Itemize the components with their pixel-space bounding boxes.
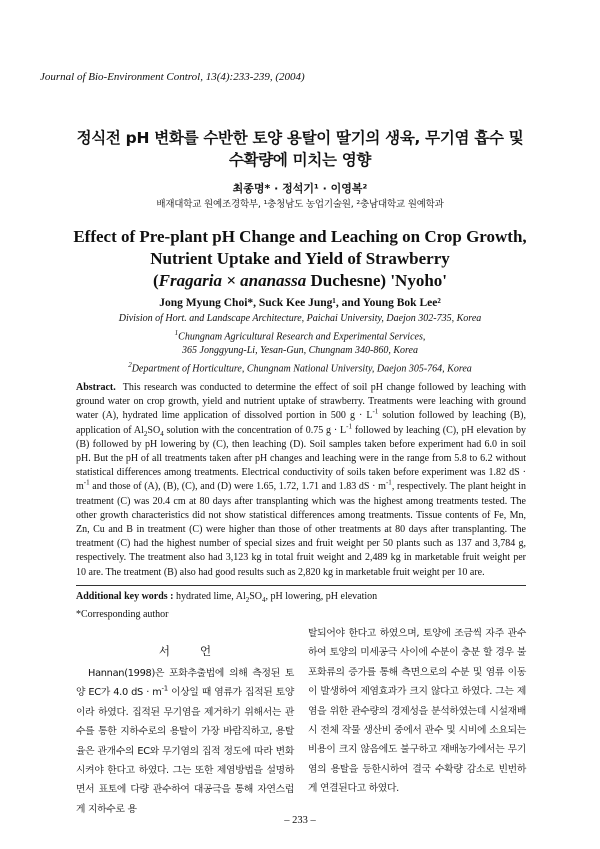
- introduction-paragraph-continued: 탈되어야 한다고 하였으며, 토양에 조금씩 자주 관수하여 토양의 미세공극 사이에 수분이 충분 할 경우 불포화류의 증가를 통해 측면으로의 수분 및 염류 이동이 발생하여 제염효과가 크지 않다고 하였다. 그는 제염을 위한 관수량의 경제성을 분석하였는데 시설재배시 전체 작물 생산비 중에서 관수 및 시비에 소요되는 비용이 크지 않음에도 불구하고 재배농가에서는 무기염의 용탈을 등한시하여 결국 수확량 감소로 빈번하게 연결된다고 하였다.: [308, 628, 526, 795]
- english-affiliations: [40, 312, 560, 377]
- english-title-line-2: Nutrient Uptake and Yield of Strawberry: [150, 249, 450, 268]
- cultivar-name: Duchesne) 'Nyoho': [306, 271, 448, 290]
- abstract-label: Abstract.: [76, 382, 116, 393]
- corresponding-author-note: *Corresponding author: [76, 609, 169, 620]
- abstract: Abstract. This research was conducted to determine the effect of soil pH change followed by leaching with ground water on crop growth, yield and nutrient uptake of strawberry. Treatments were leaching with ground water (A), hydrated lime application of dissolved portion in 500 $g \cdot L^{-1}$ solution followed by leaching (B), application of $Al_2SO_4$ solution with the concentration of 0.75 $g \cdot L^{-1}$ followed by leaching (C), pH elevation by (B) followed by pH lowering by (C), then leaching (D). Soil samples taken before experiment had 6.0 in soil pH. But the pH of all treatments taken after pH changes and leaching were in the range from 5.8 to 6.2 without statistical differences among treatments. Electrical conductivity of soils taken before experiment was 1.82 dS · $m^{-1}$ and those of (A), (B), (C), and (D) were 1.65, 1.72, 1.71 and 1.83 dS · $m^{-1}$, respectively. The plant height in treatment (C) was 20.4 cm at 80 days after transplanting which was the highest among treatments tested. The other growth characteristics did not show statistical differences among treatments. Tissue contents of Fe, Mn, Zn, Cu and B in treatment (C) were higher than those of other treatments at 80 days after transplanting. The treatment (C) had the highest number of special sizes and fruit weight per 50 plants such as 137 and 3,784 g, respectively. The treatment also had 3,123 kg in total fruit weight and 2,489 kg in marketable fruit weight per 10 are. The treatment (B) also had good results such as 2,820 kg in marketable fruit weight per 10 are.: [76, 382, 527, 578]
- english-title-line-3: (Fragaria × ananassa Duchesne) 'Nyoho': [152, 271, 448, 290]
- species-name: Fragaria × ananassa: [158, 271, 307, 290]
- keywords-label: Additional key words :: [76, 591, 174, 602]
- english-title: [40, 226, 560, 292]
- introduction-left-column: [76, 664, 294, 819]
- korean-title-line-1: 정식전 pH 변화를 수반한 토양 용탈이 딸기의 생육, 무기염 흡수 및: [76, 129, 524, 147]
- introduction-paragraph: Hannan(1998)은 포화추출법에 의해 측정된 토양 EC가 4.0 dS · $m^{-1}$ 이상일 때 염류가 집적된 토양이라 하였다. 집적된 무기염을 제거하기 위해서는 관수를 통한 지하수로의 용탈이 가장 바람직하고, 용탈율은 관개수의 EC와 무기염의 집적 정도에 따라 변화시켜야 한다고 하였다. 그는 또한 제염방법을 설명하면서 표토에 다량 관수하여 대공극을 통해 자연스럽게 지하수로 용: [76, 668, 294, 815]
- english-title-line-1: Effect of Pre-plant pH Change and Leaching on Crop Growth,: [73, 227, 527, 246]
- affiliation-3: $^2$Department of Horticulture, Chungnam National University, Daejon 305-764, Korea: [128, 361, 472, 375]
- journal-citation: Journal of Bio-Environment Control, 13(4):233-239, (2004): [40, 71, 305, 83]
- introduction-heading: 서언: [158, 644, 242, 658]
- keywords: Additional key words : hydrated lime, $Al_2SO_4$, pH lowering, pH elevation: [76, 591, 378, 604]
- keywords-divider: [76, 585, 526, 586]
- affiliation-1: Division of Hort. and Landscape Architecture, Paichai University, Daejon 302-735, Korea: [118, 313, 482, 324]
- korean-title-line-2: 수확량에 미치는 영향: [228, 151, 372, 169]
- affiliation-2-address: 365 Jonggyung-Li, Yesan-Gun, Chungnam 340-860, Korea: [182, 345, 418, 357]
- introduction-right-column: [308, 624, 526, 799]
- korean-authors: 최종명* · 정석기¹ · 이영복²: [232, 182, 368, 195]
- page-number: – 233 –: [284, 815, 316, 826]
- english-authors: Jong Myung Choi*, Suck Kee Jung¹, and Young Bok Lee²: [159, 297, 441, 309]
- korean-affiliations: 배재대학교 원예조경학부, ¹충청남도 농업기술원, ²충남대학교 원예학과: [156, 199, 444, 210]
- korean-title: [60, 127, 540, 171]
- affiliation-2: $^1$Chungnam Agricultural Research and Experimental Services,: [174, 329, 426, 343]
